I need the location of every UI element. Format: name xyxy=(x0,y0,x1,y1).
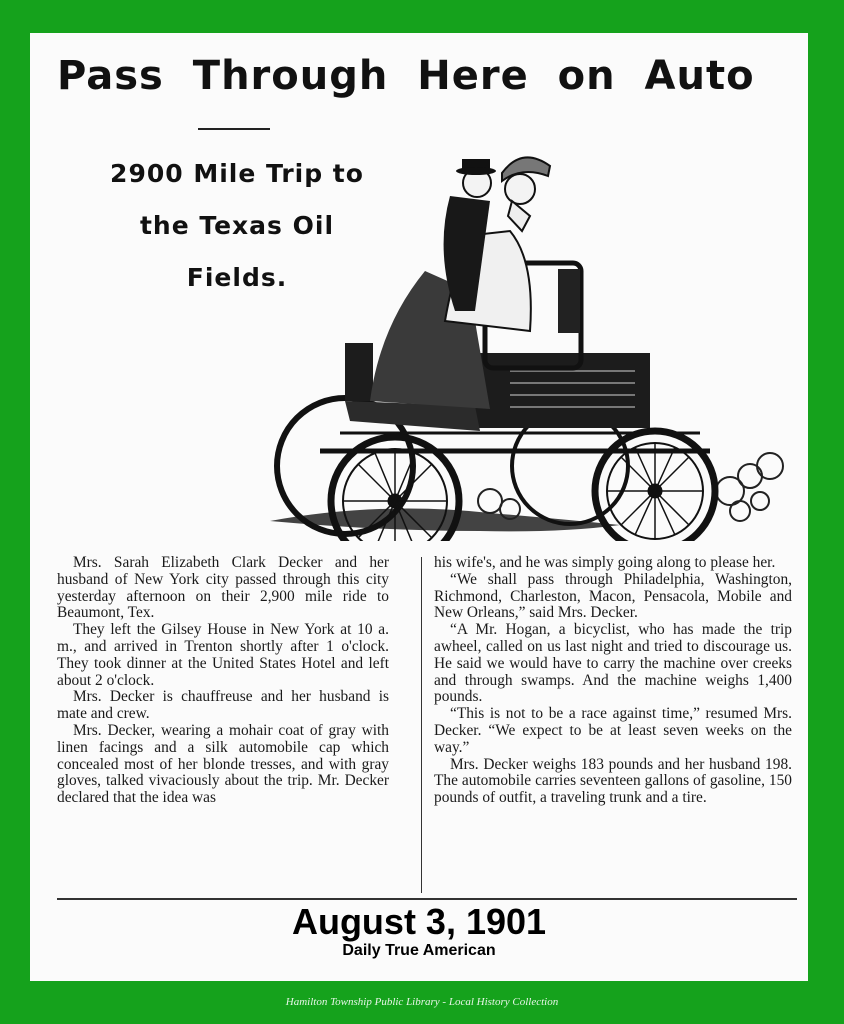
newspaper-clipping xyxy=(30,33,808,981)
article-paragraph: Mrs. Sarah Elizabeth Clark Decker and her husband of New York city passed through this city yesterday afternoon on their 2,900 mile ride to Beaumont, Tex. xyxy=(57,554,389,622)
article-paragraph: “A Mr. Hogan, a bicyclist, who has made the trip awheel, called on us last night and tried to discourage us. He said we would have to carry the machine over creeks and through swamps. And the machine weighs 1,400 pounds. xyxy=(434,621,792,706)
subheadline-line-3: Fields. xyxy=(186,263,288,292)
article-paragraph: “We shall pass through Philadelphia, Washington, Richmond, Charleston, Macon, Pensacola, Mobile and New Orleans,” said Mrs. Decker. xyxy=(434,570,792,622)
column-divider xyxy=(421,557,422,893)
article-left-column xyxy=(57,555,389,807)
headline: Pass Through Here on Auto xyxy=(57,53,755,99)
subheadline-line-1: 2900 Mile Trip to xyxy=(110,159,364,188)
library-footer: Hamilton Township Public Library - Local History Collection xyxy=(285,996,559,1008)
article-paragraph: They left the Gilsey House in New York at 10 a. m., and arrived in Trenton shortly after 1 o'clock. They took dinner at the United States Hotel and left about 2 o'clock. xyxy=(57,621,389,689)
publication-date: August 3, 1901 xyxy=(291,901,547,942)
article-paragraph: his wife's, and he was simply going along to please her. xyxy=(434,554,776,571)
article-paragraph: “This is not to be a race against time,” resumed Mrs. Decker. “We expect to be at least seven weeks on the way.” xyxy=(434,705,792,756)
article-paragraph: Mrs. Decker is chauffreuse and her husband is mate and crew. xyxy=(57,688,389,723)
bottom-divider xyxy=(57,898,797,900)
antique-automobile-illustration xyxy=(230,121,790,541)
article-paragraph: Mrs. Decker weighs 183 pounds and her husband 198. The automobile carries seventeen gallons of gasoline, 150 pounds of outfit, a traveling trunk and a tire. xyxy=(434,755,792,807)
article-right-column xyxy=(434,555,792,807)
article-paragraph: Mrs. Decker, wearing a mohair coat of gray with linen facings and a silk automobile cap which concealed most of her blonde tresses, and with gray gloves, talked vivaciously about the trip. Mr. Decker declared that the idea was xyxy=(57,721,389,807)
newspaper-name: Daily True American xyxy=(342,942,496,959)
subheadline-line-2: the Texas Oil xyxy=(139,211,335,240)
